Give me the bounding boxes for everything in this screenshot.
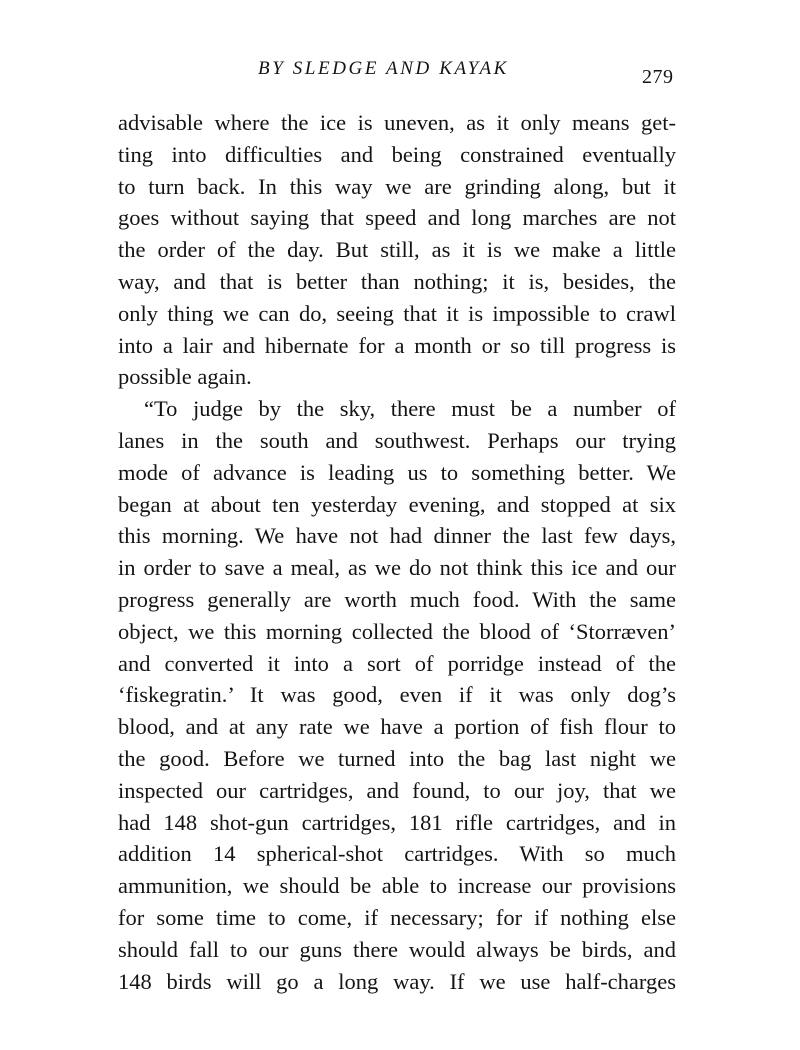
- text-line: in order to save a meal, as we do not think this ice and our: [118, 555, 676, 581]
- text-line: inspected our cartridges, and found, to our joy, that we: [118, 777, 676, 803]
- text-line: the good. Before we turned into the bag last night we: [118, 745, 676, 771]
- text-line: only thing we can do, seeing that it is impossible to crawl: [118, 300, 676, 326]
- running-head: [0, 58, 800, 88]
- text-line: addition 14 spherical-shot cartridges. With so much: [118, 841, 676, 867]
- paragraph: [118, 107, 676, 393]
- text-line: to turn back. In this way we are grinding along, but it: [118, 173, 676, 199]
- text-line: way, and that is better than nothing; it is, besides, the: [118, 268, 676, 294]
- text-line: progress generally are worth much food. With the same: [118, 586, 676, 612]
- text-line: lanes in the south and southwest. Perhaps our trying: [118, 427, 676, 453]
- paragraph: [118, 393, 676, 997]
- running-title: BY SLEDGE AND KAYAK: [258, 58, 509, 79]
- text-line: into a lair and hibernate for a month or so till progress is: [118, 332, 676, 358]
- text-line: ammunition, we should be able to increase our provisions: [118, 873, 676, 899]
- page-number: 279: [642, 66, 674, 88]
- text-line: the order of the day. But still, as it is we make a little: [118, 237, 676, 263]
- text-line: ting into difficulties and being constrained eventually: [118, 141, 676, 167]
- text-line: goes without saying that speed and long marches are not: [118, 205, 676, 231]
- text-line: began at about ten yesterday evening, and stopped at six: [118, 491, 676, 517]
- text-line: object, we this morning collected the blood of ‘Storræven’: [118, 618, 676, 644]
- text-line: possible again.: [118, 364, 252, 390]
- text-line: ‘fiskegratin.’ It was good, even if it was only dog’s: [118, 682, 676, 708]
- text-line: advisable where the ice is uneven, as it only means get-: [118, 110, 676, 135]
- text-line: and converted it into a sort of porridge instead of the: [118, 650, 676, 676]
- text-line: 148 birds will go a long way. If we use half-charges: [118, 968, 676, 994]
- text-line: should fall to our guns there would always be birds, and: [118, 936, 676, 962]
- text-line: had 148 shot-gun cartridges, 181 rifle cartridges, and in: [118, 809, 676, 835]
- body-text: [118, 107, 676, 997]
- text-line: for some time to come, if necessary; for if nothing else: [118, 904, 676, 930]
- text-line: this morning. We have not had dinner the last few days,: [118, 523, 676, 549]
- text-line: mode of advance is leading us to something better. We: [118, 459, 676, 485]
- text-line: “To judge by the sky, there must be a number of: [144, 396, 676, 422]
- text-line: blood, and at any rate we have a portion of fish flour to: [118, 714, 676, 740]
